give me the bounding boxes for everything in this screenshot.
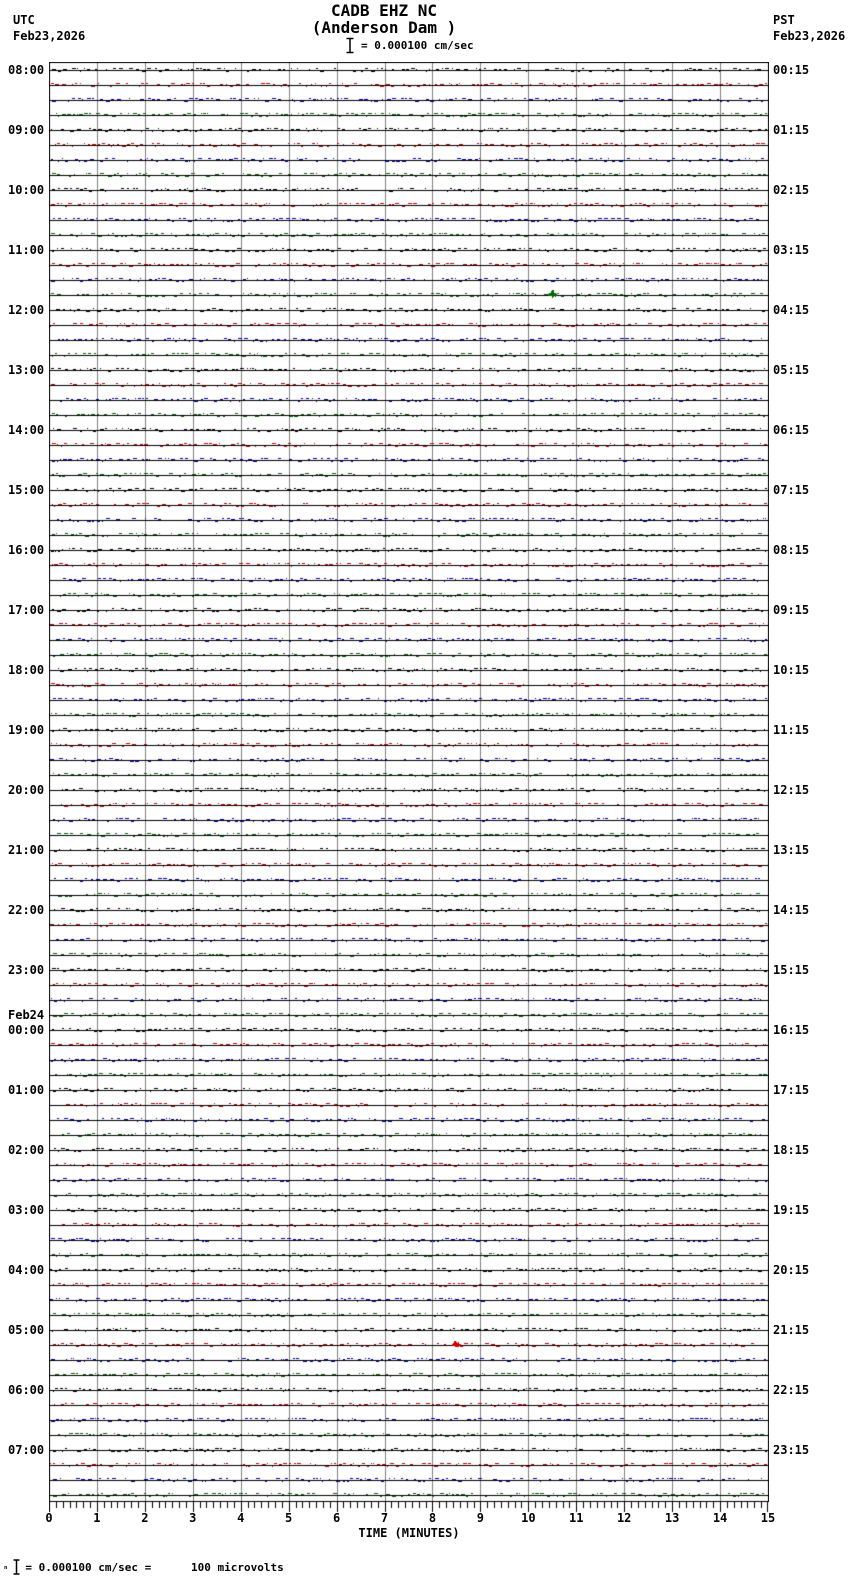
- axis-tick-label: 13: [664, 1511, 680, 1525]
- utc-hour-label: 06:00: [8, 1383, 45, 1397]
- utc-hour-label: 02:00: [8, 1143, 45, 1157]
- axis-tick-label: 11: [569, 1511, 584, 1525]
- footer-scale-note: [3, 1559, 284, 1575]
- station-location: (Anderson Dam ): [311, 18, 457, 37]
- pst-hour-label: 10:15: [773, 663, 810, 677]
- amplitude-scale: [346, 37, 474, 54]
- utc-hour-label: 00:00: [8, 1023, 45, 1037]
- utc-hour-label: 19:00: [8, 723, 45, 737]
- axis-tick-label: 8: [428, 1511, 437, 1525]
- axis-tick-label: 10: [521, 1511, 536, 1525]
- pst-date-label: Feb23,2026: [773, 29, 846, 43]
- utc-hour-label: 04:00: [8, 1263, 45, 1277]
- scale-bar-icon: [346, 37, 354, 54]
- utc-hour-label: 22:00: [8, 903, 45, 917]
- station-title: CADB EHZ NC: [331, 1, 437, 20]
- x-axis-title: TIME (MINUTES): [358, 1526, 460, 1540]
- utc-hour-label: 17:00: [8, 603, 45, 617]
- axis-tick-label: 3: [189, 1511, 197, 1525]
- pst-hour-label: 04:15: [773, 303, 810, 317]
- utc-hour-label: 09:00: [8, 123, 45, 137]
- utc-hour-label: 11:00: [8, 243, 45, 257]
- pst-hour-label: 12:15: [773, 783, 810, 797]
- pst-hour-label: 08:15: [773, 543, 810, 557]
- pst-hour-label: 05:15: [773, 363, 810, 377]
- pst-hour-label: 16:15: [773, 1023, 810, 1037]
- pst-hour-label: 06:15: [773, 423, 810, 437]
- utc-hour-label: 13:00: [8, 363, 45, 377]
- axis-tick-label: 4: [237, 1511, 245, 1525]
- pst-hour-label: 20:15: [773, 1263, 810, 1277]
- utc-hour-label: 14:00: [8, 423, 45, 437]
- pst-hour-label: 19:15: [773, 1203, 810, 1217]
- pst-hour-label: 07:15: [773, 483, 810, 497]
- pst-hour-label: 01:15: [773, 123, 810, 137]
- pst-hour-label: 13:15: [773, 843, 810, 857]
- axis-tick-label: 5: [285, 1511, 293, 1525]
- axis-tick-label: 12: [616, 1511, 632, 1525]
- pst-hour-label: 17:15: [773, 1083, 810, 1097]
- utc-timezone-label: UTC: [13, 13, 35, 27]
- pst-hour-label: 14:15: [773, 903, 810, 917]
- utc-hour-label: 03:00: [8, 1203, 45, 1217]
- utc-hour-label: 10:00: [8, 183, 45, 197]
- utc-hour-label: 23:00: [8, 963, 45, 977]
- footer-note-text: = 0.000100 cm/sec = 100 microvolts: [25, 1560, 284, 1574]
- axis-tick-label: 1: [93, 1511, 101, 1525]
- axis-tick-label: 14: [712, 1511, 728, 1525]
- axis-tick-label: 6: [332, 1511, 341, 1525]
- utc-hour-label: 18:00: [8, 663, 45, 677]
- axis-tick-label: 0: [45, 1511, 53, 1525]
- axis-tick-label: 9: [476, 1511, 484, 1525]
- utc-hour-label: 15:00: [8, 483, 45, 497]
- pst-hour-label: 09:15: [773, 603, 810, 617]
- utc-hour-label: 12:00: [8, 303, 45, 317]
- pst-hour-label: 00:15: [773, 63, 810, 77]
- utc-hour-label: 21:00: [8, 843, 45, 857]
- pst-hour-label: 23:15: [773, 1443, 810, 1457]
- utc-day-label: Feb24: [8, 1008, 45, 1022]
- utc-date-label: Feb23,2026: [13, 29, 86, 43]
- axis-tick-label: 7: [380, 1511, 389, 1525]
- scale-value-label: = 0.000100 cm/sec: [361, 39, 474, 52]
- footer-note-prefix: ₙ: [3, 1562, 9, 1572]
- pst-hour-label: 15:15: [773, 963, 810, 977]
- pst-hour-label: 11:15: [773, 723, 810, 737]
- pst-hour-label: 03:15: [773, 243, 810, 257]
- helicorder-plot-canvas: [49, 62, 769, 1514]
- utc-hour-label: 08:00: [8, 63, 45, 77]
- axis-tick-label: 2: [141, 1511, 149, 1525]
- utc-hour-label: 01:00: [8, 1083, 45, 1097]
- axis-tick-label: 15: [760, 1511, 776, 1525]
- pst-hour-label: 18:15: [773, 1143, 810, 1157]
- utc-hour-label: 05:00: [8, 1323, 45, 1337]
- pst-hour-label: 22:15: [773, 1383, 810, 1397]
- utc-hour-label: 16:00: [8, 543, 45, 557]
- pst-hour-label: 21:15: [773, 1323, 810, 1337]
- pst-hour-label: 02:15: [773, 183, 810, 197]
- utc-hour-label: 07:00: [8, 1443, 45, 1457]
- scale-bar-icon: [13, 1559, 20, 1575]
- pst-timezone-label: PST: [773, 13, 795, 27]
- utc-hour-label: 20:00: [8, 783, 45, 797]
